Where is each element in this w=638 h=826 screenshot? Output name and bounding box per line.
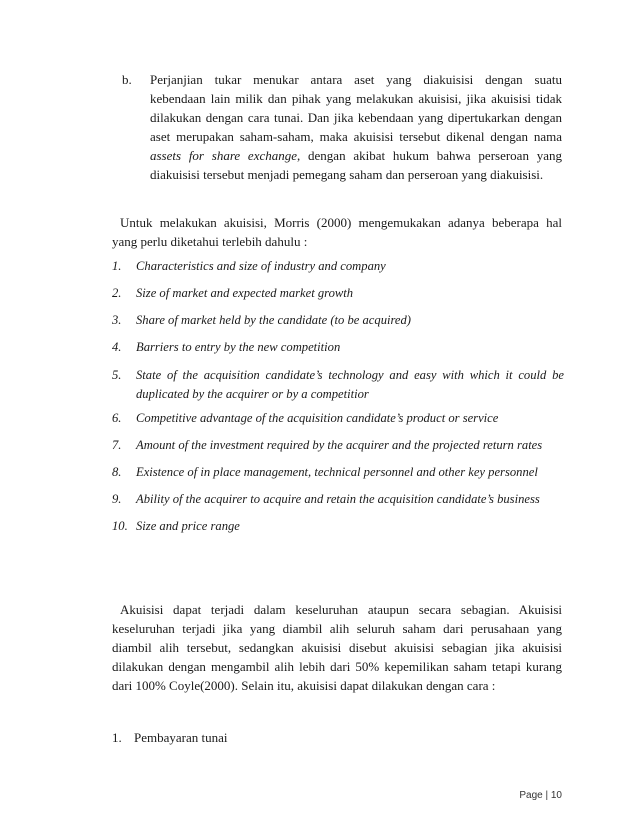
list-item-text: Size of market and expected market growth (136, 286, 354, 300)
list-number: 3. (112, 313, 122, 327)
list-item (112, 517, 564, 536)
numbered-item (112, 728, 412, 747)
page-number: Page | 10 (519, 790, 562, 801)
paragraph-b-body (122, 70, 562, 184)
paragraph-line: diakuisisi tersebut menjadi pemegang saham dan perseroan yang diakuisisi. (150, 167, 544, 182)
list-item-text: Characteristics and size of industry and company (136, 259, 386, 273)
acquisition-paragraph (112, 600, 562, 695)
paragraph-line: diambil alih tersebut, sedangkan akuisisi disebut akuisisi sebagian jika akuisisi (112, 640, 562, 655)
list-item-text: Ability of the acquirer to acquire and retain the acquisition candidate’s business (136, 492, 540, 506)
paragraph-line: Akuisisi dapat terjadi dalam keseluruhan ataupun secara sebagian. Akuisisi (120, 602, 562, 617)
paragraph-b (122, 70, 562, 184)
list-item (112, 409, 564, 428)
paragraph-line: dilakukan dengan mengambil alih lebih dari 50% kepemilikan saham tetapi kurang (112, 659, 562, 674)
list-item-text: Existence of in place management, technical personnel and other key personnel (136, 465, 538, 479)
list-item (112, 284, 564, 303)
list-item-text: Competitive advantage of the acquisition candidate’s product or service (136, 411, 499, 425)
list-number: 9. (112, 492, 122, 506)
paragraph-line: keseluruhan terjadi jika yang diambil alih seluruh saham dari perusahaan yang (112, 621, 562, 636)
list-item (112, 311, 564, 330)
paragraph-line: dilakukan dengan cara tunai. Dan jika kebendaan yang dipertukarkan dengan (150, 110, 562, 125)
list-number: 7. (112, 438, 122, 452)
list-number: 4. (112, 340, 122, 354)
list-item (112, 338, 564, 357)
list-item-text: Size and price range (136, 519, 240, 533)
list-item-text: Barriers to entry by the new competition (136, 340, 341, 354)
paragraph-line: kebendaan lain milik dan pihak yang melakukan akuisisi, jika akuisisi tidak (150, 91, 562, 106)
list-item-text: State of the acquisition candidate’s technology and easy with which it could be (136, 368, 564, 382)
paragraph-line-rest: , dengan akibat hukum bahwa perseroan yang (297, 148, 562, 163)
list-item (112, 490, 564, 509)
list-number: 6. (112, 411, 122, 425)
list-number: 1. (112, 259, 122, 273)
intro-paragraph (112, 213, 562, 251)
numbered-item-text: Pembayaran tunai (134, 730, 228, 745)
paragraph-line: aset merupakan saham-saham, maka akuisisi tersebut dikenal dengan nama (150, 129, 562, 144)
intro-line-2: yang perlu diketahui terlebih dahulu : (112, 234, 308, 249)
list-item (112, 366, 564, 404)
list-item (112, 463, 564, 482)
paragraph-line-mixed (150, 146, 562, 165)
list-number: 8. (112, 465, 122, 479)
list-item-text: Share of market held by the candidate (to be acquired) (136, 313, 412, 327)
paragraph-line: Perjanjian tukar menukar antara aset yang diakuisisi dengan suatu (150, 72, 562, 87)
list-item-text: Amount of the investment required by the acquirer and the projected return rates (136, 438, 543, 452)
italic-phrase: assets for share exchange (150, 148, 298, 163)
list-number: 1. (112, 730, 122, 745)
list-item (112, 257, 564, 276)
list-marker-b: b. (122, 72, 132, 87)
paragraph-line: dari 100% Coyle(2000). Selain itu, akuisisi dapat dilakukan dengan cara : (112, 678, 496, 693)
list-item-text: duplicated by the acquirer or by a competitior (136, 387, 369, 401)
intro-line-1: Untuk melakukan akuisisi, Morris (2000) mengemukakan adanya beberapa hal (120, 215, 562, 230)
list-number: 10. (112, 519, 128, 533)
list-number: 5. (112, 368, 122, 382)
list-number: 2. (112, 286, 122, 300)
list-item (112, 436, 564, 455)
